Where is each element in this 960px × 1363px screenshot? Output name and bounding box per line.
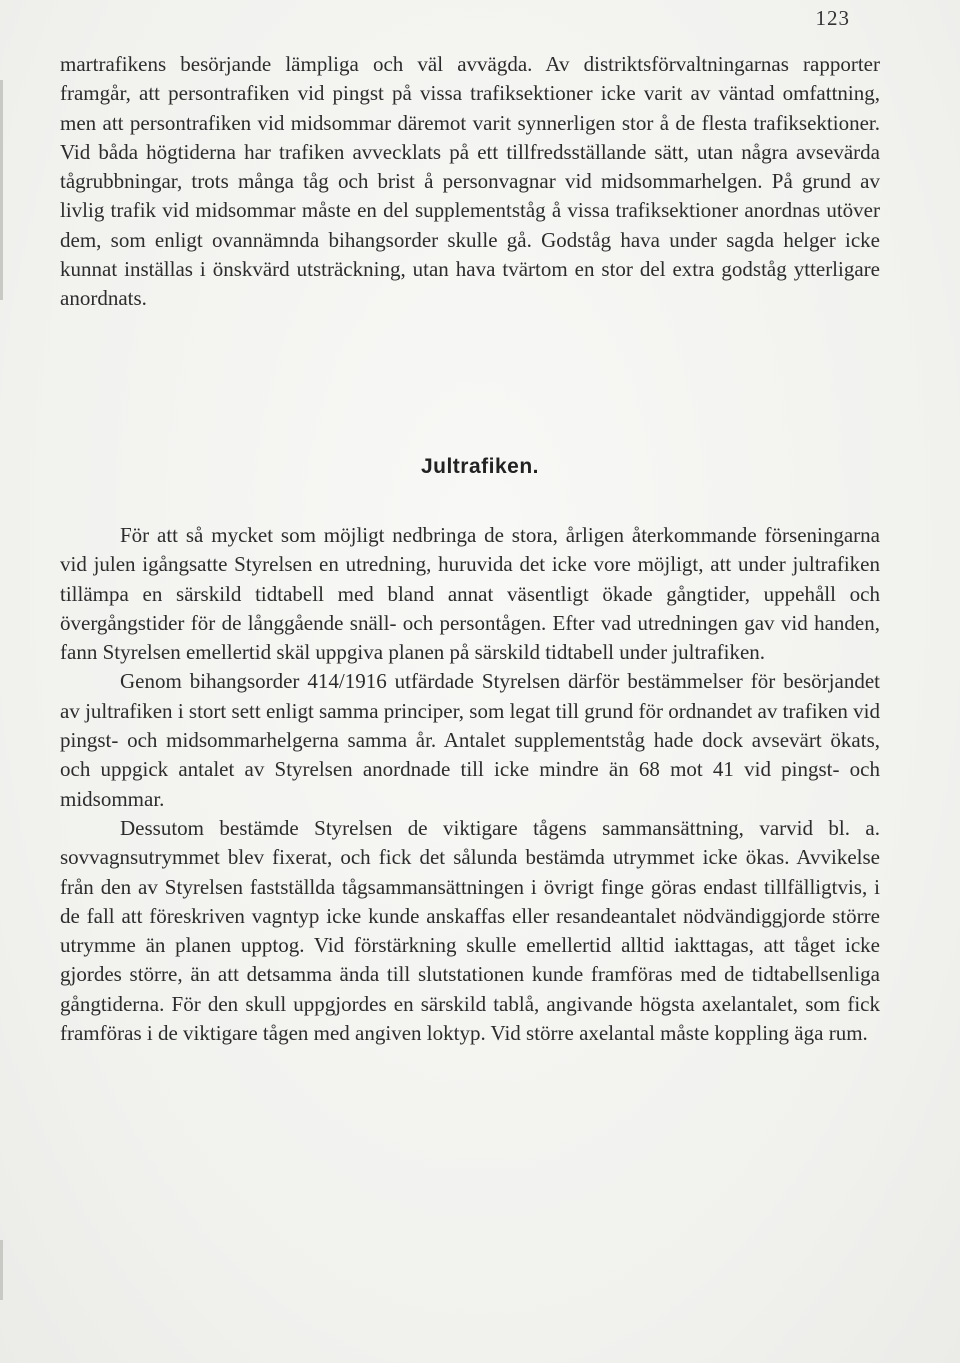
section-body [60, 521, 880, 1048]
page-number: 123 [815, 6, 850, 30]
section-heading: Jultrafiken. [420, 455, 540, 478]
section-paragraph: För att så mycket som möjligt nedbringa de stora, årligen återkommande förseningarna vid julen igångsatte Styrelsen en utredning, huruvida det icke vore möjligt, att under jultrafiken tillämpa en särskild tidtabell med bland annat väsentligt ökade gångtider, uppehåll och övergångstider för de långgående snäll- och persontågen. Efter vad utredningen gav vid handen, fann Styrelsen emellertid skäl uppgiva planen på särskild tidtabell under jultrafiken. [60, 523, 880, 665]
top-paragraph: martrafikens besörjande lämpliga och väl avvägda. Av distriktsförvaltningarnas rapporter framgår, att persontrafiken vid pingst på vissa trafiksektioner icke varit av väntad omfattning, men att persontrafiken vid midsommar däremot varit synnerligen stor å de flesta trafiksektioner. Vid båda högtiderna har trafiken avvecklats på ett tillfredsställande sätt, utan några avsevärda tågrubbningar, trots många tåg och brist å personvagnar vid midsommarhelgen. På grund av livlig trafik vid midsommar måste en del supplementståg å vissa trafiksektioner anordnas utöver dem, som enligt ovannämnda bihangsorder skulle gå. Godståg hava under sagda helger icke kunnat inställas i önskvärd utsträckning, utan hava tvärtom en stor del extra godståg ytterligare anordnats. [60, 52, 880, 311]
scan-margin-shadow [0, 1240, 3, 1300]
section-paragraph: Dessutom bestämde Styrelsen de viktigare tågens sammansättning, varvid bl. a. sovvagnsutrymmet blev fixerat, och fick det sålunda bestämda utrymmet icke ökas. Avvikelse från den av Styrelsen fastställda tågsammansättningen i övrigt finge göras endast tillfälligtvis, i de fall att föreskriven vagntyp icke kunde anskaffas eller resandeantalet nödvändiggjorde större utrymme än planen upptog. Vid förstärkning skulle emellertid alltid iakttagas, att tåget icke gjordes större, än att detsamma ända till slutstationen kunde framföras med de tidtabellsenliga gångtiderna. För den skull uppgjordes en särskild tablå, angivande högsta axelantalet, som fick framföras i de viktigare tågen med angiven loktyp. Vid större axelantal måste koppling äga rum. [60, 815, 880, 1046]
scan-margin-shadow [0, 80, 3, 300]
top-text-block [60, 50, 880, 314]
section-paragraph: Genom bihangsorder 414/1916 utfärdade Styrelsen därför bestämmelser för besörjandet av jultrafiken i stort sett enligt samma principer, som legat till grund för ordnandet av trafiken vid pingst- och midsommarhelgerna samma år. Antalet supplementståg hade dock avsevärt ökats, och uppgick antalet av Styrelsen anordnade till icke mindre än 68 mot 41 vid pingst- och midsommar. [60, 669, 880, 811]
